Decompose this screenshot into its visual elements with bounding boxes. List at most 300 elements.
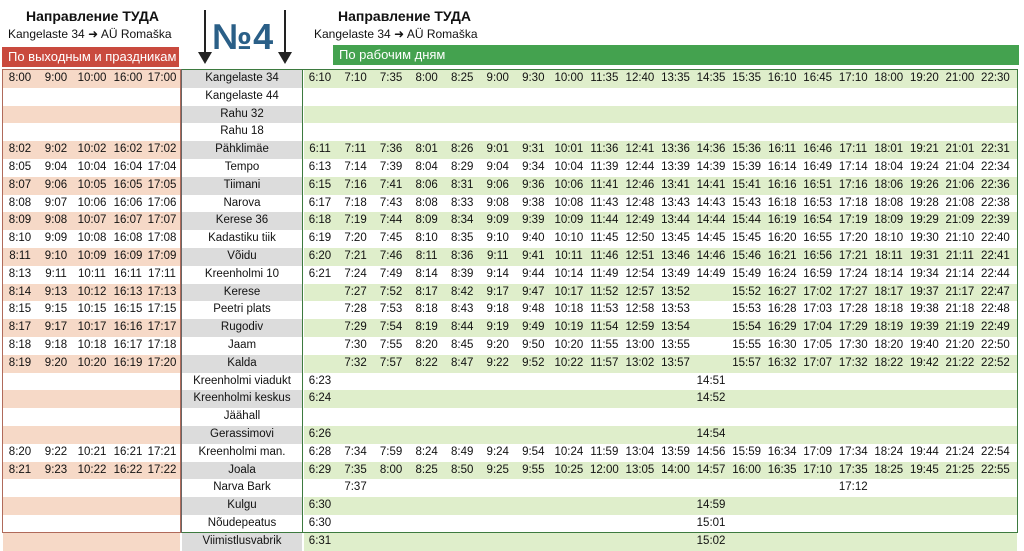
weekday-time: 15:41 [732,178,761,191]
weekday-time: 18:17 [874,285,904,298]
weekday-time: 12:41 [625,143,655,156]
weekday-time: 16:29 [767,321,797,334]
stop-name: Kadastiku tiik [208,232,276,245]
weekday-time: 9:25 [486,463,509,476]
weekday-time: 11:52 [590,285,619,298]
weekend-time: 10:12 [77,285,107,298]
weekday-time: 9:17 [486,285,509,298]
weekend-time: 16:05 [113,178,143,191]
stop-name: Kulgu [227,499,257,512]
weekday-time: 13:41 [661,178,690,191]
stop-name: Tiimani [223,178,261,191]
stop-name: Kalda [227,356,257,369]
weekday-time: 18:10 [874,232,904,245]
stop-name: Võidu [227,250,257,262]
weekend-time: 8:19 [8,356,32,369]
weekday-time: 19:30 [909,232,939,245]
weekday-time: 7:11 [344,143,367,156]
weekday-time: 19:34 [909,267,939,280]
weekday-time: 8:01 [415,143,438,156]
weekday-time: 13:54 [661,321,690,334]
weekday-time: 14:36 [696,143,726,156]
weekday-time: 15:36 [732,143,761,156]
weekend-time: 16:07 [113,214,143,227]
weekday-time: 14:49 [696,267,726,280]
weekday-time: 10:08 [554,196,584,209]
weekday-time: 11:44 [590,214,619,227]
weekday-time: 13:45 [661,232,690,245]
weekday-time: 19:44 [909,445,939,458]
weekend-time: 9:09 [44,232,68,245]
weekday-time: 13:52 [661,285,690,298]
weekday-time: 8:08 [415,196,438,209]
weekday-time: 17:29 [838,321,868,334]
weekend-time: 10:20 [77,356,107,369]
weekend-time: 17:08 [147,232,177,245]
weekday-time: 16:49 [803,161,833,173]
weekday-time: 22:48 [981,303,1010,316]
weekend-time: 9:15 [44,303,68,316]
weekday-section-bar: По рабочим дням [333,45,1019,65]
weekday-time: 12:44 [625,161,655,173]
weekday-time: 14:54 [696,428,726,440]
weekday-time: 16:14 [767,161,797,173]
weekend-time: 8:09 [8,214,32,227]
weekday-time: 8:20 [415,339,438,351]
stops-frame [181,69,303,533]
weekday-time: 8:45 [450,339,474,351]
weekday-time: 18:18 [874,303,904,316]
weekday-time: 12:57 [625,285,655,298]
weekday-time: 16:51 [803,178,833,191]
weekday-time: 9:49 [522,321,545,334]
weekday-time: 21:22 [945,356,975,369]
right-arrow-icon: ➜ [394,27,405,41]
weekday-time: 21:09 [945,214,975,227]
weekday-time: 9:08 [486,196,509,209]
weekday-time: 14:45 [696,232,726,245]
weekday-time: 9:14 [486,267,509,280]
weekday-time: 17:02 [803,285,833,298]
weekend-time: 10:07 [77,214,107,227]
weekend-time: 17:21 [147,445,177,458]
weekday-time: 14:56 [696,445,726,458]
weekday-time: 17:10 [803,463,833,476]
weekday-time: 7:54 [379,321,403,334]
weekday-time: 7:21 [344,250,367,262]
weekday-time: 10:10 [554,232,584,245]
weekday-time: 7:55 [379,339,403,351]
weekday-time: 17:10 [838,72,868,84]
weekday-time: 8:11 [415,250,438,262]
weekday-time: 13:02 [625,356,655,369]
weekday-time: 16:55 [803,232,833,245]
weekend-time: 8:00 [8,72,32,84]
stop-name: Jaam [227,339,257,351]
weekday-time: 7:18 [344,196,367,209]
weekday-time: 8:31 [450,178,474,191]
weekday-time: 22:39 [981,214,1010,227]
stop-name: Kreenholmi viadukt [193,374,291,387]
stop-name: Kreenholmi man. [198,445,286,458]
weekday-time: 9:44 [522,267,545,280]
weekday-time: 6:17 [308,196,332,209]
weekday-time: 6:10 [308,72,332,84]
weekend-time: 8:05 [8,161,32,173]
stop-name: Pähklimäe [215,143,269,156]
weekday-time: 21:20 [945,339,975,351]
weekend-time: 16:13 [113,285,143,298]
weekend-time: 8:13 [8,267,32,280]
weekend-time: 10:21 [77,445,107,458]
weekday-time: 16:53 [803,196,833,209]
weekend-time: 10:00 [77,72,107,84]
weekend-time: 8:10 [8,232,32,245]
weekend-time: 17:07 [147,214,177,227]
weekday-time: 7:29 [344,321,367,334]
weekend-time: 9:22 [44,445,68,458]
weekday-time: 13:46 [661,250,690,262]
weekday-time: 11:53 [590,303,619,316]
weekday-time: 14:39 [696,161,726,173]
weekday-time: 17:34 [838,445,868,458]
weekday-time: 22:54 [981,445,1010,458]
weekday-time: 18:19 [874,321,904,334]
weekday-time: 16:21 [767,250,797,262]
weekday-time: 15:45 [732,232,761,245]
weekday-time: 8:50 [450,463,474,476]
down-arrow-icon [273,8,297,66]
weekend-time: 9:08 [44,214,68,227]
weekday-time: 7:36 [379,143,403,156]
weekday-time: 8:36 [450,250,474,262]
stop-name: Kerese 36 [215,214,269,227]
weekday-time: 7:10 [344,72,367,84]
weekend-time: 8:11 [9,250,31,262]
stop-name: Gerassimovi [210,428,274,440]
weekday-time: 17:35 [838,463,868,476]
weekday-time: 8:49 [450,445,474,458]
weekday-time: 21:14 [945,267,975,280]
stop-name: Viimistlusvabrik [202,534,282,547]
weekday-time: 19:42 [909,356,939,369]
weekday-time: 19:24 [909,161,939,173]
weekend-time: 9:11 [45,267,67,280]
weekday-time: 8:18 [415,303,438,316]
weekday-time: 8:22 [415,356,438,369]
weekday-time: 7:37 [344,481,367,494]
weekday-time: 10:19 [554,321,584,334]
weekday-time: 16:11 [768,143,797,156]
weekday-time: 12:00 [590,463,619,476]
weekday-time: 19:37 [909,285,939,298]
weekend-time: 17:15 [147,303,177,316]
weekday-time: 8:35 [450,232,474,245]
weekday-time: 15:44 [732,214,761,227]
weekday-time: 15:49 [732,267,761,280]
weekday-time: 15:53 [732,303,761,316]
stop-name: Nõudepeatus [207,517,277,529]
weekday-time: 8:33 [450,196,474,209]
weekday-time: 21:10 [945,232,975,245]
weekday-time: 9:10 [486,232,509,245]
weekday-time: 21:24 [945,445,975,458]
weekday-time: 7:39 [379,161,403,173]
weekend-time [38,533,74,551]
weekday-time: 18:20 [874,339,904,351]
weekday-time: 10:24 [554,445,584,458]
weekday-time: 9:24 [486,445,509,458]
weekday-time: 18:22 [874,356,904,369]
weekday-time: 22:34 [981,161,1010,173]
weekday-time: 8:42 [450,285,474,298]
weekend-time: 10:15 [77,303,107,316]
weekday-time: 16:56 [803,250,833,262]
stop-name: Jäähall [223,410,261,423]
weekday-time: 21:06 [945,178,975,191]
stop-name: Rahu 32 [220,107,264,120]
weekday-time: 21:17 [945,285,975,298]
weekend-time: 17:02 [147,143,177,156]
weekday-time: 22:31 [981,143,1010,156]
weekend-time: 16:04 [113,161,143,173]
weekday-time: 15:01 [696,517,726,529]
weekday-time: 17:28 [838,303,868,316]
weekday-time: 7:44 [379,214,403,227]
weekday-time: 9:55 [522,463,545,476]
weekday-time: 7:16 [344,178,367,191]
stop-name: Narva Bark [213,481,271,494]
weekday-time: 14:43 [696,196,726,209]
weekday-time: 12:40 [625,72,655,84]
weekday-time: 16:16 [767,178,797,191]
weekday-time: 22:52 [981,356,1010,369]
weekday-time: 16:10 [767,72,797,84]
weekday-time: 18:14 [874,267,904,280]
weekday-time: 9:18 [486,303,509,316]
weekday-time: 13:35 [661,72,690,84]
weekday-time: 11:49 [590,267,619,280]
weekend-time: 8:08 [8,196,32,209]
weekend-time: 17:06 [147,196,177,209]
weekday-time: 8:10 [415,232,438,245]
weekday-time: 6:11 [309,143,331,156]
weekday-time: 10:20 [554,339,584,351]
weekday-time: 11:43 [590,196,619,209]
weekend-time [74,533,110,551]
weekday-time: 7:52 [379,285,403,298]
weekend-time: 17:17 [147,321,177,334]
weekday-time: 6:26 [308,428,332,440]
weekday-time: 19:40 [909,339,939,351]
weekday-time: 8:47 [450,356,474,369]
weekday-time: 6:30 [308,499,332,512]
weekday-time: 7:41 [379,178,403,191]
weekend-time: 17:20 [147,356,177,369]
weekday-time: 16:46 [803,143,833,156]
weekday-time: 14:51 [696,374,726,387]
weekday-time: 6:18 [308,214,332,227]
weekday-time: 7:14 [344,161,367,173]
weekday-time: 16:30 [767,339,797,351]
weekday-time: 7:45 [379,232,403,245]
weekend-time: 9:10 [44,250,68,262]
weekday-time: 16:00 [732,463,761,476]
weekend-time: 10:11 [78,267,106,280]
weekend-time: 16:00 [113,72,143,84]
weekday-time: 9:04 [486,161,509,173]
left-route-line [8,27,172,41]
weekday-time: 14:57 [696,463,726,476]
weekday-time: 6:23 [308,374,332,387]
left-route-to: AÜ Romaška [100,27,172,41]
stop-name: Kangelaste 34 [205,72,279,84]
weekend-time: 10:09 [77,250,107,262]
weekday-time: 13:55 [661,339,690,351]
weekday-time: 17:21 [838,250,868,262]
weekday-time: 8:00 [379,463,403,476]
weekday-time: 7:53 [379,303,403,316]
weekday-time: 9:48 [522,303,545,316]
weekday-time: 17:05 [803,339,833,351]
weekday-time: 13:57 [661,356,690,369]
weekday-time: 15:43 [732,196,761,209]
weekday-time: 22:50 [981,339,1010,351]
weekday-time: 21:11 [945,250,974,262]
weekday-time: 8:19 [415,321,438,334]
weekday-time: 17:18 [838,196,868,209]
weekend-time: 16:09 [113,250,143,262]
weekend-time: 8:18 [8,339,32,351]
weekday-row-band [304,533,1017,551]
weekend-section-bar: По выходным и праздникам [2,47,179,67]
weekday-time: 19:26 [909,178,939,191]
weekend-time: 8:14 [8,285,32,298]
weekday-time: 17:11 [839,143,868,156]
weekday-time: 14:52 [696,392,726,405]
weekday-time: 8:29 [450,161,474,173]
weekend-time: 16:15 [113,303,143,316]
weekend-time: 17:11 [148,267,176,280]
weekday-time: 7:30 [344,339,367,351]
weekday-time: 15:57 [732,356,761,369]
weekday-time: 10:22 [554,356,584,369]
weekday-time: 8:14 [415,267,438,280]
right-route-from: Kangelaste 34 [314,27,391,41]
weekday-time: 8:39 [450,267,474,280]
weekday-time: 8:44 [450,321,474,334]
weekday-time: 7:59 [379,445,403,458]
weekend-time: 16:21 [113,445,143,458]
weekday-time: 17:07 [803,356,833,369]
weekday-time: 13:43 [661,196,690,209]
weekday-time: 17:09 [803,445,833,458]
weekday-time: 13:05 [625,463,655,476]
weekend-time: 16:11 [114,267,142,280]
weekday-time: 21:19 [945,321,975,334]
weekday-time: 21:00 [945,72,975,84]
right-direction-title: Направление ТУДА [338,8,471,24]
weekend-time: 9:13 [44,285,68,298]
weekday-time: 16:28 [767,303,797,316]
weekday-time: 8:26 [450,143,474,156]
weekend-time: 10:06 [77,196,107,209]
weekday-time: 14:41 [696,178,726,191]
weekday-time: 12:59 [625,321,655,334]
weekday-time: 12:46 [625,178,655,191]
weekday-time: 7:28 [344,303,367,316]
weekday-time: 9:41 [522,250,545,262]
weekday-time: 22:47 [981,285,1010,298]
weekday-time: 8:25 [450,72,474,84]
weekday-time: 19:20 [909,72,939,84]
weekday-time: 7:32 [344,356,367,369]
weekday-time: 18:25 [874,463,904,476]
weekend-time: 8:17 [8,321,32,334]
weekday-time: 13:49 [661,267,690,280]
weekday-time: 13:39 [661,161,690,173]
weekday-time: 22:41 [981,250,1010,262]
weekday-time: 15:46 [732,250,761,262]
weekday-time: 22:44 [981,267,1010,280]
weekday-time: 15:39 [732,161,761,173]
weekday-time: 19:38 [909,303,939,316]
weekday-time: 18:09 [874,214,904,227]
weekday-time: 16:45 [803,72,833,84]
weekday-time: 11:55 [590,339,619,351]
weekday-time: 16:18 [767,196,797,209]
weekday-time: 9:01 [486,143,509,156]
weekday-time: 11:35 [590,72,619,84]
weekday-time: 6:30 [308,517,332,529]
weekday-time: 10:17 [554,285,584,298]
weekday-time: 14:44 [696,214,726,227]
weekend-time: 17:00 [147,72,177,84]
weekday-time: 9:11 [486,250,509,262]
weekend-time [2,533,38,551]
weekday-time: 11:45 [590,232,619,245]
weekday-time: 6:13 [308,161,332,173]
weekday-time: 9:36 [522,178,545,191]
weekday-time: 7:49 [379,267,403,280]
stop-name: Joala [228,463,256,476]
weekday-time: 9:06 [486,178,509,191]
weekend-time: 17:09 [147,250,177,262]
weekday-time: 19:21 [909,143,939,156]
weekend-time: 17:13 [147,285,177,298]
weekday-time: 14:59 [696,499,726,512]
weekend-time [110,533,146,551]
weekday-time: 7:43 [379,196,403,209]
weekday-time: 9:40 [522,232,545,245]
weekday-time: 16:59 [803,267,833,280]
weekday-time: 9:34 [522,161,545,173]
weekday-time: 10:09 [554,214,584,227]
weekday-time: 16:32 [767,356,797,369]
weekday-time: 21:04 [945,161,975,173]
weekday-time: 17:19 [838,214,868,227]
weekday-time: 11:59 [590,445,619,458]
weekday-time: 8:24 [415,445,438,458]
weekday-time: 12:54 [625,267,655,280]
weekday-time: 9:30 [522,72,545,84]
weekend-time [144,533,180,551]
weekday-time: 18:00 [874,72,904,84]
left-direction-title: Направление ТУДА [26,8,159,24]
weekday-time: 21:18 [945,303,975,316]
weekday-time: 16:54 [803,214,833,227]
weekend-time: 9:07 [44,196,68,209]
